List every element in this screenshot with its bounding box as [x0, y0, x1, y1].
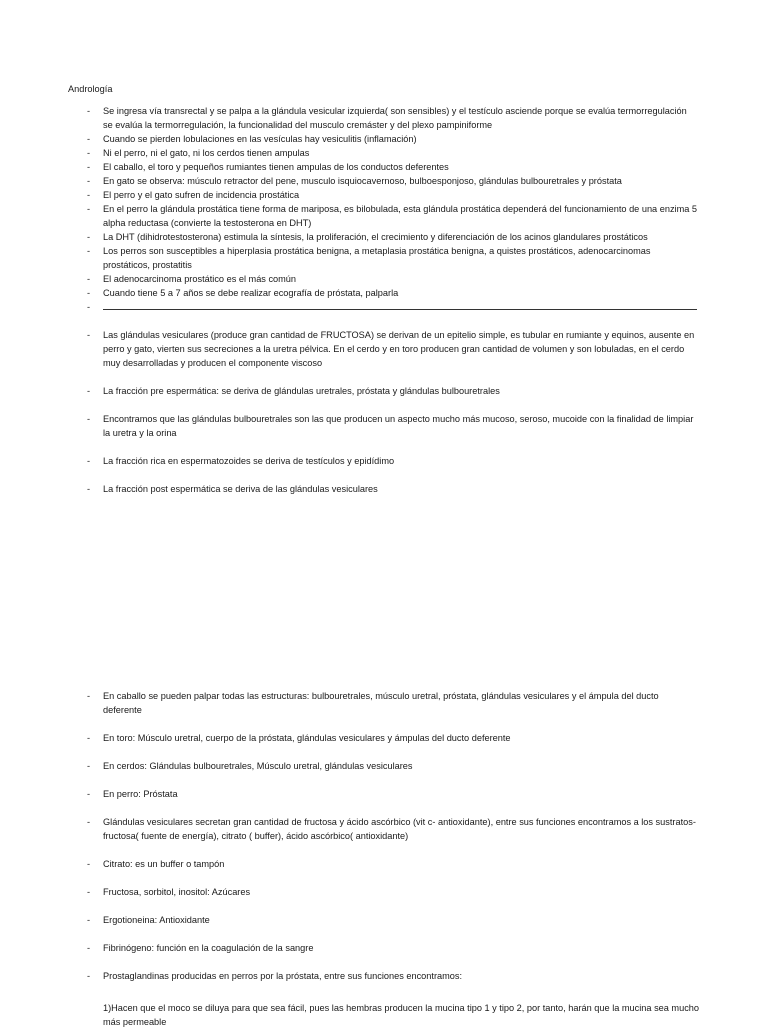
bullet-dash: -	[87, 232, 91, 242]
list-item-text: Fructosa, sorbitol, inositol: Azúcares	[103, 887, 251, 897]
horizontal-rule	[103, 300, 697, 310]
bullet-dash: -	[87, 484, 91, 494]
list-item-text: Citrato: es un buffer o tampón	[103, 859, 225, 869]
list-item	[87, 454, 697, 468]
list-item	[87, 104, 697, 132]
bullet-dash: -	[87, 176, 91, 186]
bullet-dash: -	[87, 733, 91, 743]
list-item-text: El perro y el gato sufren de incidencia prostática	[103, 190, 300, 200]
list-item	[87, 202, 697, 230]
bullet-dash: -	[87, 761, 91, 771]
list-item-text: En el perro la glándula prostática tiene forma de mariposa, es bilobulada, esta glándula prostática dependerá del funcionamiento de una enzima 5 alpha reductasa (convierte la testosterona en DHT)	[103, 204, 697, 228]
bullet-dash: -	[87, 148, 91, 158]
bullet-dash: -	[87, 386, 91, 396]
list-item	[87, 286, 697, 300]
bullet-dash: -	[87, 859, 91, 869]
bullet-dash: -	[87, 971, 91, 981]
bullet-dash: -	[87, 288, 91, 298]
list-item-text: En perro: Próstata	[103, 789, 178, 799]
bullet-dash: -	[87, 817, 91, 827]
list-item	[87, 132, 697, 146]
list-item-text: Se ingresa vía transrectal y se palpa a la glándula vesicular izquierda( son sensibles) y el testículo asciende porque se evalúa termorregulación se evalúa la termorregulación, la funcionalidad del musculo cremáster y del plexo pampiniforme	[103, 106, 687, 130]
bullet-dash: -	[87, 302, 91, 312]
list-item	[87, 759, 697, 773]
bullet-list-2	[87, 328, 697, 496]
list-item-text: Cuando tiene 5 a 7 años se debe realizar ecografía de próstata, palparla	[103, 288, 399, 298]
list-item	[87, 146, 697, 160]
list-item	[87, 941, 697, 955]
bullet-dash: -	[87, 414, 91, 424]
list-item	[87, 384, 697, 398]
bullet-dash: -	[87, 330, 91, 340]
list-item	[87, 230, 697, 244]
bullet-dash: -	[87, 274, 91, 284]
list-item-text: Ni el perro, ni el gato, ni los cerdos tienen ampulas	[103, 148, 310, 158]
list-item	[87, 272, 697, 286]
bullet-list-1	[87, 104, 697, 310]
bullet-dash: -	[87, 943, 91, 953]
list-item-text: El caballo, el toro y pequeños rumiantes tienen ampulas de los conductos deferentes	[103, 162, 449, 172]
bullet-dash: -	[87, 162, 91, 172]
document-title: Andrología	[68, 84, 113, 94]
list-item-text: En cerdos: Glándulas bulbouretrales, Músculo uretral, glándulas vesiculares	[103, 761, 413, 771]
bullet-list-3	[87, 689, 697, 983]
list-item	[87, 969, 697, 983]
list-item	[87, 857, 697, 871]
list-item-text: La DHT (dihidrotestosterona) estimula la síntesis, la proliferación, el crecimiento y diferenciación de los acinos glandulares prostáticos	[103, 232, 648, 242]
separator-item	[87, 300, 697, 310]
bullet-dash: -	[87, 456, 91, 466]
list-item-text: La fracción post espermática se deriva de las glándulas vesiculares	[103, 484, 378, 494]
bullet-dash: -	[87, 134, 91, 144]
list-item	[87, 328, 697, 370]
list-item-text: En gato se observa: músculo retractor del pene, musculo isquiocavernoso, bulboesponjoso, glándulas bulbouretrales y próstata	[103, 176, 622, 186]
closing-paragraph: 1)Hacen que el moco se diluya para que sea fácil, pues las hembras producen la mucina tipo 1 y tipo 2, por tanto, harán que la mucina sea mucho más permeable	[103, 1003, 700, 1027]
list-item-text: En caballo se pueden palpar todas las estructuras: bulbouretrales, músculo uretral, próstata, glándulas vesiculares y el ámpula del ducto deferente	[103, 691, 659, 715]
list-item-text: El adenocarcinoma prostático es el más común	[103, 274, 297, 284]
list-item-text: Glándulas vesiculares secretan gran cantidad de fructosa y ácido ascórbico (vit c- antioxidante), entre sus funciones encontramos a los sustratos- fructosa( fuente de energía), citrato ( buffer), ácido ascórbico( antioxidante)	[103, 817, 696, 841]
list-item-text: En toro: Músculo uretral, cuerpo de la próstata, glándulas vesiculares y ámpulas del ducto deferente	[103, 733, 511, 743]
list-item-text: Fibrinógeno: función en la coagulación de la sangre	[103, 943, 314, 953]
bullet-dash: -	[87, 204, 91, 214]
bullet-dash: -	[87, 106, 91, 116]
list-item	[87, 482, 697, 496]
list-item	[87, 244, 697, 272]
list-item-text: Los perros son susceptibles a hiperplasia prostática benigna, a metaplasia prostática benigna, a quistes prostáticos, adenocarcinomas prostáticos, prostatitis	[103, 246, 651, 270]
list-item-text: Ergotioneina: Antioxidante	[103, 915, 210, 925]
list-item	[87, 174, 697, 188]
list-item-text: Cuando se pierden lobulaciones en las vesículas hay vesiculitis (inflamación)	[103, 134, 417, 144]
list-item	[87, 815, 697, 843]
list-item	[87, 188, 697, 202]
list-item-text: La fracción rica en espermatozoides se deriva de testículos y epidídimo	[103, 456, 395, 466]
bullet-dash: -	[87, 789, 91, 799]
list-item	[87, 885, 697, 899]
bullet-dash: -	[87, 246, 91, 256]
list-item-text: Encontramos que las glándulas bulbouretrales son las que producen un aspecto mucho más mucoso, seroso, mucoide con la finalidad de limpiar la uretra y la orina	[103, 414, 694, 438]
bullet-dash: -	[87, 190, 91, 200]
list-item-text: Prostaglandinas producidas en perros por la próstata, entre sus funciones encontramos:	[103, 971, 463, 981]
list-item-text: La fracción pre espermática: se deriva de glándulas uretrales, próstata y glándulas bulbouretrales	[103, 386, 500, 396]
bullet-dash: -	[87, 887, 91, 897]
list-item	[87, 689, 697, 717]
bullet-dash: -	[87, 691, 91, 701]
bullet-dash: -	[87, 915, 91, 925]
list-item	[87, 913, 697, 927]
list-item	[87, 731, 697, 745]
list-item-text: Las glándulas vesiculares (produce gran cantidad de FRUCTOSA) se derivan de un epitelio simple, es tubular en rumiante y equinos, ausente en perro y gato, vierten sus secreciones a la uretra pélvica. En el cerdo y en toro producen gran cantidad de volumen y son lobuladas, en el cerdo muy desarrolladas y producen el componente viscoso	[103, 330, 695, 368]
list-item	[87, 412, 697, 440]
list-item	[87, 787, 697, 801]
list-item	[87, 160, 697, 174]
